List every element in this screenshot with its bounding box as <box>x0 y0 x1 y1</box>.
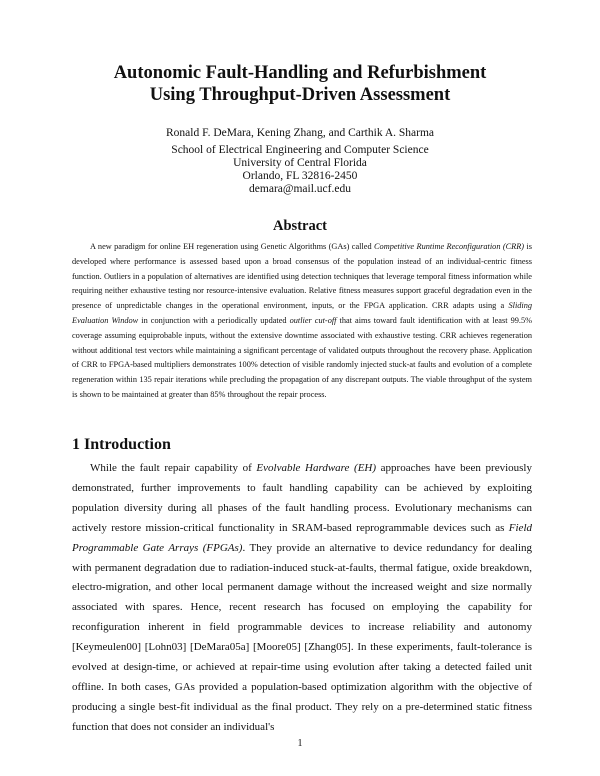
affiliation-location: Orlando, FL 32816-2450 <box>242 170 358 182</box>
title-line-1: Autonomic Fault-Handling and Refurbishment <box>113 63 487 83</box>
abstract-body <box>72 240 532 403</box>
section-heading-introduction: 1 Introduction <box>72 436 171 453</box>
intro-emphasis-fpga: Field Programmable Gate Arrays (FPGAs) <box>72 521 532 554</box>
abstract-emphasis-window: Sliding Evaluation Window <box>72 301 532 325</box>
introduction-body <box>72 459 532 738</box>
abstract-text-1: A new paradigm for online EH regeneration using Genetic Algorithms (GAs) called <box>90 242 375 251</box>
abstract-text-4: that aims toward fault identification with at least 99.5% coverage assuming equiprobable inputs, without the extensive downtime associated with exhaustive testing. CRR achieves regeneration without additional test vectors while maintaining a significant percentage of validated outputs throughout the recovery phase. Application of CRR to FPGA-based multipliers demonstrates 100% detection of visible randomly injected stuck-at faults and evolution of a complete regeneration within 135 repair iterations while precluding the propagation of any discrepant outputs. The viable throughput of the system is shown to be maintained at greater than 85% throughout the repair process. <box>72 315 532 399</box>
abstract-text-2: is developed where performance is assessed based upon a broad consensus of the population instead of an individual-centric fitness function. Outliers in a population of alternatives are identified using detection techniques that leverage temporal fitness information while requiring neither exhaustive testing nor resource-intensive evaluation. Relative fitness measures support graceful degradation even in the presence of unpredictable changes in the operational environment, inputs, or the FPGA application. CRR adapts using a <box>72 242 532 311</box>
affiliation-school: School of Electrical Engineering and Computer Science <box>171 144 429 156</box>
paper-title <box>60 62 540 106</box>
page-number: 1 <box>297 738 303 749</box>
affiliation-university: University of Central Florida <box>233 157 367 169</box>
author-email: demara@mail.ucf.edu <box>249 183 351 195</box>
abstract-text-3: in conjunction with a periodically updated <box>138 315 290 325</box>
intro-text-3: . They provide an alternative to device redundancy for dealing with permanent degradation due to radiation-induced stuck-at-faults, thermal fatigue, oxide breakdown, electro-migration, and other local permanent damage without the increased weight and size normally associated with spares. Hence, recent research has focused on employing the capability for reconfiguration inherent in field programmable devices to increase reliability and autonomy [Keymeulen00] [Lohn03] [DeMara05a] [Moore05] [Zhang05]. In these experiments, fault-tolerance is evolved at design-time, or achieved at repair-time using evolution after taking a detected failed unit offline. In both cases, GAs provided a population-based optimization algorithm with the objective of producing a single best-fit individual as the final product. They rely on a pre-determined static fitness function that does not consider an individual's <box>72 541 532 733</box>
intro-emphasis-eh: Evolvable Hardware (EH) <box>256 462 377 474</box>
abstract-emphasis-cutoff: outlier cut-off <box>289 315 337 325</box>
abstract-heading: Abstract <box>273 218 327 234</box>
intro-text-1: While the fault repair capability of <box>90 462 257 474</box>
affiliation-block <box>60 144 540 196</box>
author-list: Ronald F. DeMara, Kening Zhang, and Carthik A. Sharma <box>166 127 434 139</box>
intro-text-2: approaches have been previously demonstrated, further improvements to fault handling capability can be achieved by exploiting population diversity during all phases of the fault handling process. Evolutionary mechanisms can actively restore mission-critical functionality in SRAM-based reprogrammable devices such as <box>72 462 532 534</box>
abstract-emphasis-crr: Competitive Runtime Reconfiguration (CRR) <box>374 242 525 251</box>
title-line-2: Using Throughput-Driven Assessment <box>149 85 451 105</box>
